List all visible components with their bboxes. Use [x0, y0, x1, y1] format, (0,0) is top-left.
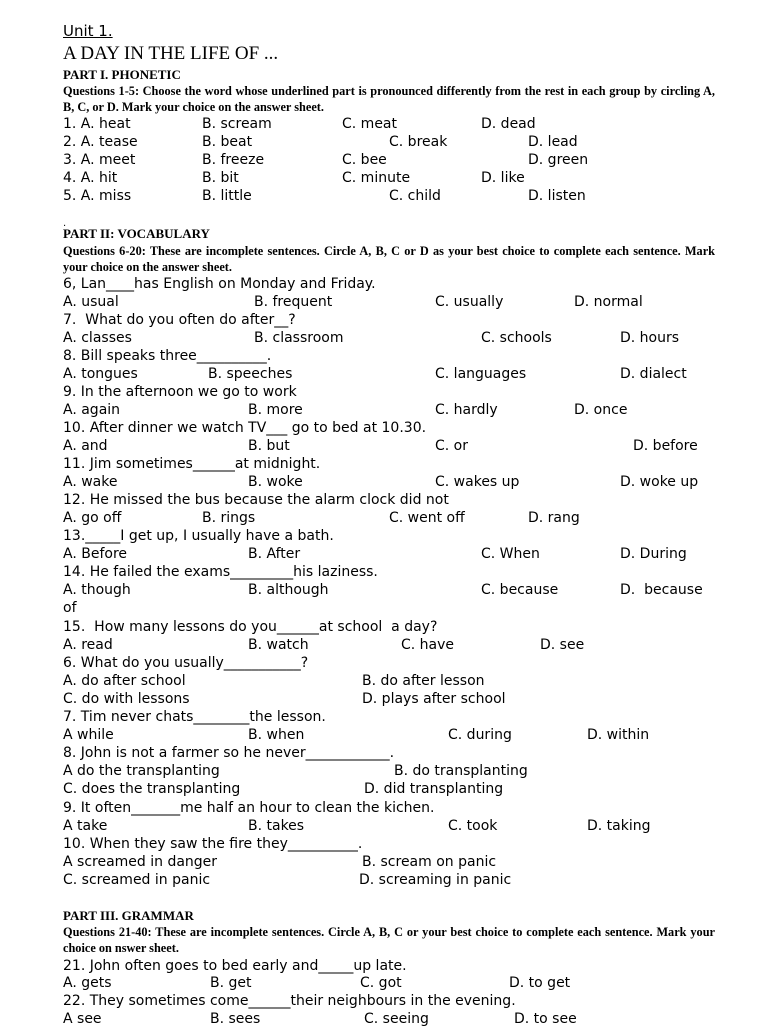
- option-b: B. rings: [202, 510, 256, 526]
- option-a: A. read: [63, 637, 113, 653]
- option-b: B. sees: [210, 1011, 261, 1027]
- option-a: 3. A. meet: [63, 152, 136, 168]
- part3-instruction: Questions 21-40: These are incomplete sentences. Circle A, B, C or your best choice to complete each sentence. Mark your choice on nswer sheet.: [63, 925, 715, 955]
- option-c: C. minute: [342, 170, 411, 186]
- option-d: D. green: [528, 152, 589, 168]
- option-a: 2. A. tease: [63, 134, 138, 150]
- option-d: D. like: [481, 170, 525, 186]
- option-b: B. freeze: [202, 152, 265, 168]
- option-c: C. went off: [389, 510, 465, 526]
- option-b: B. scream: [202, 116, 272, 132]
- question-text: 8. John is not a farmer so he never____________.: [63, 745, 395, 761]
- option-c: C. during: [448, 727, 512, 743]
- option-b: B. although: [248, 582, 329, 598]
- question-text: 15. How many lessons do you______at school a day?: [63, 619, 438, 635]
- option-b: B. watch: [248, 637, 309, 653]
- question-text: 12. He missed the bus because the alarm clock did not: [63, 492, 449, 508]
- option-c: C. bee: [342, 152, 387, 168]
- option-c: C. child: [389, 188, 441, 204]
- option-c: C. took: [448, 818, 498, 834]
- option-d-wrap: of: [63, 600, 77, 616]
- stray-mark: .: [63, 218, 67, 229]
- part2-instruction: Questions 6-20: These are incomplete sentences. Circle A, B, C or D as your best choice to complete each sentence. Mark your choice on the answer sheet.: [63, 244, 715, 274]
- option-c: C. does the transplanting: [63, 781, 241, 797]
- question-text: 9. It often_______me half an hour to clean the kichen.: [63, 800, 435, 816]
- question-text: 10. After dinner we watch TV___ go to bed at 10.30.: [63, 420, 427, 436]
- option-b: B. woke: [248, 474, 303, 490]
- option-b: B. do after lesson: [362, 673, 485, 689]
- option-b: B. bit: [202, 170, 239, 186]
- option-b: B. scream on panic: [362, 854, 497, 870]
- option-a: 4. A. hit: [63, 170, 118, 186]
- part2-heading: PART II: VOCABULARY: [63, 226, 210, 241]
- question-text: 10. When they saw the fire they__________.: [63, 836, 363, 852]
- option-a: A. wake: [63, 474, 118, 490]
- option-d: D. to see: [514, 1011, 577, 1027]
- option-d: D. taking: [587, 818, 651, 834]
- option-c: C. hardly: [435, 402, 498, 418]
- option-a: A. though: [63, 582, 131, 598]
- question-text: 22. They sometimes come______their neighbours in the evening.: [63, 993, 516, 1009]
- option-a: A. classes: [63, 330, 132, 346]
- option-c: C. break: [389, 134, 448, 150]
- option-c: C. wakes up: [435, 474, 520, 490]
- option-a: A. again: [63, 402, 121, 418]
- option-d: D. once: [574, 402, 628, 418]
- question-text: 7. What do you often do after__?: [63, 312, 296, 328]
- option-b: B. more: [248, 402, 303, 418]
- option-a: A while: [63, 727, 114, 743]
- option-d: D. listen: [528, 188, 586, 204]
- option-a: 5. A. miss: [63, 188, 132, 204]
- option-d: D. to get: [509, 975, 571, 991]
- option-d: D. plays after school: [362, 691, 506, 707]
- option-c: C. screamed in panic: [63, 872, 211, 888]
- option-a: A. tongues: [63, 366, 138, 382]
- option-a: A do the transplanting: [63, 763, 220, 779]
- option-a: A. Before: [63, 546, 128, 562]
- unit-label: Unit 1.: [63, 22, 113, 40]
- option-d: D. normal: [574, 294, 643, 310]
- option-a: A screamed in danger: [63, 854, 218, 870]
- option-c: C. or: [435, 438, 468, 454]
- option-b: B. takes: [248, 818, 305, 834]
- option-d: D. dialect: [620, 366, 687, 382]
- option-d: D. hours: [620, 330, 680, 346]
- option-a: 1. A. heat: [63, 116, 131, 132]
- option-c: C. meat: [342, 116, 397, 132]
- option-a: A take: [63, 818, 108, 834]
- option-b: B. little: [202, 188, 252, 204]
- option-b: B. get: [210, 975, 252, 991]
- option-b: B. classroom: [254, 330, 344, 346]
- option-b: B. frequent: [254, 294, 333, 310]
- option-b: B. speeches: [208, 366, 293, 382]
- question-text: 21. John often goes to bed early and_____up late.: [63, 958, 407, 974]
- question-text: 9. In the afternoon we go to work: [63, 384, 297, 400]
- part3-heading: PART III. GRAMMAR: [63, 908, 194, 923]
- option-c: C. got: [360, 975, 402, 991]
- option-d: D. woke up: [620, 474, 699, 490]
- option-c: C. do with lessons: [63, 691, 190, 707]
- option-a: A. do after school: [63, 673, 186, 689]
- option-a: A. gets: [63, 975, 112, 991]
- option-d: D. lead: [528, 134, 578, 150]
- option-a: A. usual: [63, 294, 119, 310]
- option-a: A. and: [63, 438, 108, 454]
- option-b: B. when: [248, 727, 305, 743]
- question-text: 6, Lan____has English on Monday and Friday.: [63, 276, 376, 292]
- option-a: A. go off: [63, 510, 122, 526]
- option-d: D. dead: [481, 116, 536, 132]
- option-b: B. After: [248, 546, 301, 562]
- option-a: A see: [63, 1011, 102, 1027]
- question-text: 8. Bill speaks three__________.: [63, 348, 272, 364]
- option-d: D. before: [633, 438, 698, 454]
- question-text: 11. Jim sometimes______at midnight.: [63, 456, 321, 472]
- option-b: B. but: [248, 438, 290, 454]
- option-c: C. When: [481, 546, 540, 562]
- option-b: B. do transplanting: [394, 763, 528, 779]
- option-d: D. did transplanting: [364, 781, 504, 797]
- option-c: C. seeing: [364, 1011, 429, 1027]
- question-text: 6. What do you usually___________?: [63, 655, 309, 671]
- option-d: D. see: [540, 637, 585, 653]
- part1-instruction: Questions 1-5: Choose the word whose underlined part is pronounced differently from the rest in each group by circling A, B, C, or D. Mark your choice on the answer sheet.: [63, 84, 715, 114]
- part1-heading: PART I. PHONETIC: [63, 67, 181, 82]
- option-b: B. beat: [202, 134, 253, 150]
- page-title: A DAY IN THE LIFE OF ...: [63, 43, 279, 64]
- option-c: C. schools: [481, 330, 552, 346]
- question-text: 14. He failed the exams_________his laziness.: [63, 564, 378, 580]
- question-text: 7. Tim never chats________the lesson.: [63, 709, 326, 725]
- option-d: D. During: [620, 546, 687, 562]
- question-text: 13._____I get up, I usually have a bath.: [63, 528, 334, 544]
- option-d: D. rang: [528, 510, 580, 526]
- option-c: C. have: [401, 637, 455, 653]
- option-c: C. languages: [435, 366, 527, 382]
- option-c: C. usually: [435, 294, 504, 310]
- option-d: D. within: [587, 727, 650, 743]
- option-c: C. because: [481, 582, 559, 598]
- option-d: D. screaming in panic: [359, 872, 512, 888]
- option-d: D. because: [620, 582, 703, 598]
